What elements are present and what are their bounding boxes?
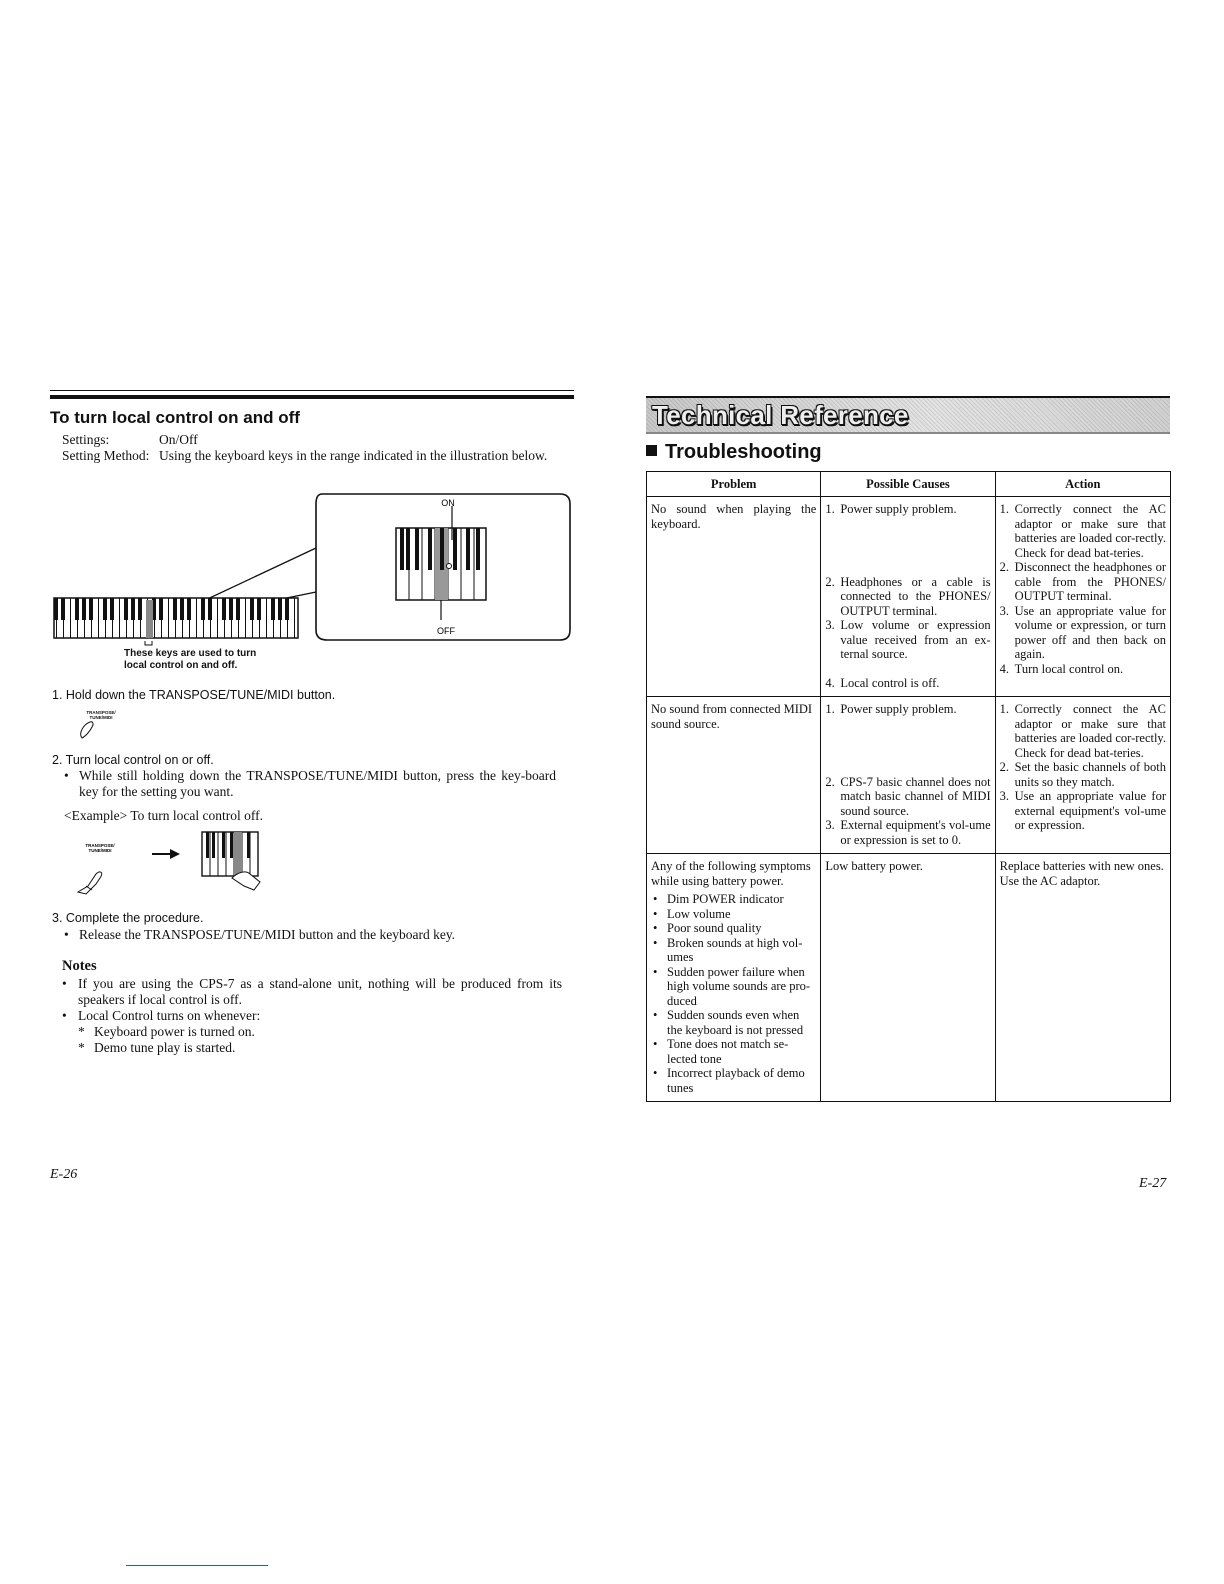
top-rule-thin: [50, 390, 574, 391]
technical-reference-banner: [646, 396, 1170, 434]
column-header-causes: Possible Causes: [821, 472, 995, 497]
notes-heading: Notes: [62, 958, 97, 974]
settings-label: Settings:: [62, 432, 110, 447]
troubleshooting-heading: Troubleshooting: [646, 441, 822, 464]
problem-cell: No sound when playing the keyboard.: [647, 497, 821, 697]
settings-value: On/Off: [159, 432, 198, 447]
step-3: 3. Complete the procedure.: [52, 911, 204, 925]
step-2-bullet: • While still holding down the TRANSPOSE/TUNE/MIDI button, press the key-board key for the setting you want.: [64, 768, 556, 799]
keys-caption: These keys are used to turn local control on and off.: [124, 648, 257, 671]
settings-block: [62, 432, 562, 464]
example-illustration: [74, 830, 270, 898]
causes-cell: Low battery power.: [821, 854, 995, 1102]
column-header-problem: Problem: [647, 472, 821, 497]
on-label: ON: [441, 498, 455, 508]
column-header-action: Action: [995, 472, 1170, 497]
actions-cell: 1. Correctly connect the AC adaptor or make sure that batteries are loaded cor-rectly. Check for dead bat-teries. 2. Set the basic channels of both units so they match. 3. Use an appropriate value for external equipment's vol-ume or expression.: [995, 697, 1170, 854]
problem-cell: No sound from connected MIDI sound source.: [647, 697, 821, 854]
square-bullet-icon: [646, 445, 657, 456]
svg-text:TRANSPOSE/: TRANSPOSE/: [85, 843, 115, 848]
page-number-right: E-27: [1139, 1176, 1167, 1191]
example-text: <Example> To turn local control off.: [64, 808, 263, 823]
method-label: Setting Method:: [62, 448, 150, 463]
svg-text:TUNE/MIDI: TUNE/MIDI: [88, 848, 112, 853]
actions-cell: 1. Correctly connect the AC adaptor or make sure that batteries are loaded cor-rectly. Check for dead bat-teries. 2. Disconnect the headphones or cable from the PHONES/ OUTPUT terminal. 3. Use an appropriate value for volume or expression, or turn power off and then back on again. 4. Turn local control on.: [995, 497, 1170, 697]
page-number-left: E-26: [50, 1167, 78, 1182]
causes-cell: 1. Power supply problem. 2. Headphones or a cable is connected to the PHONES/ OUTPUT terminal. 3. Low volume or expression value received from an ex-ternal source. 4. Local control is off.: [821, 497, 995, 697]
table-row: [647, 854, 1171, 1102]
scan-artifact-line: [126, 1565, 268, 1566]
step-1: 1. Hold down the TRANSPOSE/TUNE/MIDI button.: [52, 688, 336, 702]
table-row: [647, 697, 1171, 854]
hand-press-icon: [76, 718, 100, 740]
method-value: Using the keyboard keys in the range indicated in the illustration below.: [159, 448, 548, 463]
note-1: If you are using the CPS-7 as a stand-alone unit, nothing will be produced from its speakers if local control is off.: [78, 976, 562, 1007]
troubleshooting-table: [646, 471, 1171, 1102]
table-row: [647, 497, 1171, 697]
note-2-sub-2: Demo tune play is started.: [94, 1040, 236, 1055]
notes-list: • If you are using the CPS-7 as a stand-alone unit, nothing will be produced from its speakers if local control is off. • Local Control turns on whenever: * Keyboard power is turned on. * Demo tune play is started.: [62, 976, 562, 1055]
step-3-bullet: • Release the TRANSPOSE/TUNE/MIDI button and the keyboard key.: [64, 927, 456, 942]
table-header-row: [647, 472, 1171, 497]
banner-title: Technical Reference: [652, 400, 909, 430]
button-label: TRANSPOSE/ TUNE/MIDI: [86, 710, 116, 720]
top-rule-thick: [50, 395, 574, 399]
note-2-sub-1: Keyboard power is turned on.: [94, 1024, 255, 1039]
note-2: Local Control turns on whenever:: [78, 1008, 261, 1023]
causes-cell: 1. Power supply problem. 2. CPS-7 basic channel does not match basic channel of MIDI sound source. 3. External equipment's vol-ume or expression is set to 0.: [821, 697, 995, 854]
actions-cell: Replace batteries with new ones. Use the AC adaptor.: [995, 854, 1170, 1102]
problem-cell: Any of the following symptoms while using battery power. • Dim POWER indicator • Low volume • Poor sound quality • Broken sounds at high vol-umes • Sudden power failure when high volume sounds are pro-duced • Sudden sounds even when the keyboard is not pressed • Tone does not match se-lected tone • Incorrect playback of demo tunes: [647, 854, 821, 1102]
section-title: To turn local control on and off: [50, 408, 300, 427]
step-2: 2. Turn local control on or off.: [52, 753, 214, 767]
off-label: OFF: [437, 626, 455, 636]
